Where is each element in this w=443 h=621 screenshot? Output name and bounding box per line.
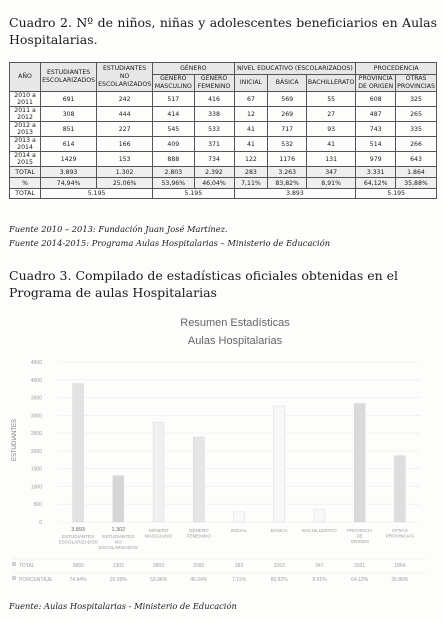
table-cell: 74,94% bbox=[41, 178, 97, 189]
table-cell: 283 bbox=[234, 167, 268, 178]
bar bbox=[193, 437, 204, 522]
summary-chart-svg bbox=[0, 300, 443, 600]
col-header-femenino: GÉNERO FEMENINO bbox=[194, 75, 234, 92]
table-cell: 1.864 bbox=[396, 167, 437, 178]
table-body bbox=[10, 92, 437, 199]
table-cell: 67 bbox=[234, 92, 268, 107]
group-header-procedencia: PROCEDENCIA bbox=[356, 63, 437, 75]
source-note-3: Fuente: Aulas Hospitalarias - Ministerio de Educación bbox=[9, 601, 237, 611]
chart-y-axis-label: ESTUDIANTES bbox=[12, 418, 18, 462]
table-cell: 325 bbox=[396, 92, 437, 107]
table-cell: 8,91% bbox=[306, 178, 355, 189]
table-cell: 614 bbox=[41, 137, 97, 152]
table-cell: 7,11% bbox=[234, 178, 268, 189]
x-category-label: OTRAS PROVINCIAS bbox=[385, 528, 415, 539]
chart-table-cell: 3893 bbox=[72, 563, 84, 569]
table-cell: 414 bbox=[153, 107, 194, 122]
table-cell: 2010 a 2011 bbox=[10, 92, 41, 107]
bar bbox=[314, 510, 325, 522]
table-cell: 371 bbox=[194, 137, 234, 152]
table-cell: 409 bbox=[153, 137, 194, 152]
col-header-basica: BÁSICA bbox=[268, 75, 307, 92]
table-cell: 416 bbox=[194, 92, 234, 107]
chart-table-row-label: PORCENTAJE bbox=[19, 577, 53, 583]
col-header-masculino: GÉNERO MASCULINO bbox=[153, 75, 194, 92]
table-row bbox=[10, 137, 437, 152]
table-cell: 46,04% bbox=[194, 178, 234, 189]
bar bbox=[394, 456, 405, 522]
table-cell: 569 bbox=[268, 92, 307, 107]
source-note-2: Fuente 2014-2015: Programa Aulas Hospitalarias – Ministerio de Educación bbox=[9, 238, 331, 248]
source-note-1: Fuente 2010 – 2013: Fundación Juan José Martínez. bbox=[9, 224, 228, 234]
group-header-genero: GÉNERO bbox=[153, 63, 234, 75]
chart-table-cell: 2803 bbox=[152, 563, 165, 569]
table-cell: 53,96% bbox=[153, 178, 194, 189]
table-cell: 691 bbox=[41, 92, 97, 107]
col-header-no-escolarizados: ESTUDIANTES NO ESCOLARIZADOS bbox=[97, 63, 153, 92]
chart-subtitle: Aulas Hospitalarias bbox=[187, 335, 283, 347]
x-category-label: BACHILLERATO bbox=[302, 528, 337, 533]
table-cell: 1429 bbox=[41, 152, 97, 167]
table-cell: 55 bbox=[306, 92, 355, 107]
group-header-nivel: NIVEL EDUCATIVO (ESCOLARIZADOS) bbox=[234, 63, 356, 75]
chart-table-row-label: TOTAL bbox=[19, 563, 35, 569]
bar-data-label: 1.302 bbox=[111, 527, 126, 533]
table-cell: 851 bbox=[41, 122, 97, 137]
total-row bbox=[10, 167, 437, 178]
table-cell: 41 bbox=[234, 137, 268, 152]
table-cell: 545 bbox=[153, 122, 194, 137]
bar bbox=[73, 384, 84, 522]
x-category-label: INICIAL bbox=[230, 528, 248, 533]
table-cell: 269 bbox=[268, 107, 307, 122]
table-cell: 2012 a 2013 bbox=[10, 122, 41, 137]
grand-total-genero: 5.195 bbox=[153, 189, 234, 199]
table-row bbox=[10, 92, 437, 107]
chart-table-cell: 83.82% bbox=[270, 577, 288, 583]
chart-table-cell: 25.06% bbox=[109, 577, 127, 583]
chart-title: Resumen Estadísticas bbox=[180, 317, 290, 329]
table-cell: 643 bbox=[396, 152, 437, 167]
table-cell: 2.803 bbox=[153, 167, 194, 178]
table-cell: 338 bbox=[194, 107, 234, 122]
table-cell: 517 bbox=[153, 92, 194, 107]
bar bbox=[113, 476, 124, 522]
summary-chart bbox=[0, 300, 443, 600]
table-cell: 93 bbox=[306, 122, 355, 137]
chart-table-cell: 35.88% bbox=[391, 577, 409, 583]
table-cell: 265 bbox=[396, 107, 437, 122]
beneficiaries-table bbox=[9, 62, 437, 199]
table-cell: 131 bbox=[306, 152, 355, 167]
bar-data-label: 3.893 bbox=[71, 527, 85, 533]
chart-table-cell: 1302 bbox=[112, 563, 124, 569]
table-cell: 2013 a 2014 bbox=[10, 137, 41, 152]
table-cell: 734 bbox=[194, 152, 234, 167]
grand-total-nivel: 3.893 bbox=[234, 189, 356, 199]
grand-total-row bbox=[10, 189, 437, 199]
bar bbox=[234, 512, 245, 522]
y-tick-label: 1000 bbox=[30, 484, 42, 491]
y-tick-label: 3500 bbox=[30, 395, 42, 402]
legend-key bbox=[12, 562, 16, 566]
table-cell: 487 bbox=[356, 107, 396, 122]
x-category-label: BÁSICA bbox=[270, 528, 288, 533]
percentage-row bbox=[10, 178, 437, 189]
y-tick-label: 1500 bbox=[30, 466, 42, 473]
x-category-label: PROVINCIA DE ORIGEN bbox=[347, 528, 373, 544]
table-cell: 227 bbox=[97, 122, 153, 137]
table-cell: 83,82% bbox=[268, 178, 307, 189]
table-cell: 2011 a 2012 bbox=[10, 107, 41, 122]
chart-table-cell: 3331 bbox=[354, 563, 366, 569]
table-cell: 888 bbox=[153, 152, 194, 167]
table-cell: 166 bbox=[97, 137, 153, 152]
table-cell: 25,06% bbox=[97, 178, 153, 189]
chart-table-cell: 64.12% bbox=[351, 577, 369, 583]
x-category-label: GÉNERO MASCULINO bbox=[144, 528, 173, 539]
beneficiaries-table-wrap bbox=[9, 62, 437, 199]
col-header-escolarizados: ESTUDIANTES ESCOLARIZADOS bbox=[41, 63, 97, 92]
table-cell: 444 bbox=[97, 107, 153, 122]
chart-table-cell: 347 bbox=[315, 563, 324, 569]
x-category-label: ESTUDIANTES ESCOLARIZADOS bbox=[58, 534, 98, 545]
table-cell: 27 bbox=[306, 107, 355, 122]
table-cell: 347 bbox=[306, 167, 355, 178]
table-cell: 2.392 bbox=[194, 167, 234, 178]
chart-table-cell: 283 bbox=[234, 563, 244, 569]
chart-table-cell: 53.96% bbox=[150, 577, 168, 583]
x-category-label: ESTUDIANTES NO ESCOLARIZADOS bbox=[98, 534, 138, 550]
table-row bbox=[10, 152, 437, 167]
grand-total-esc: 5.195 bbox=[41, 189, 153, 199]
col-header-otras-provincias: OTRAS PROVINCIAS bbox=[397, 75, 435, 90]
table-cell: % bbox=[10, 178, 41, 189]
table-cell: 242 bbox=[97, 92, 153, 107]
table-caption: Cuadro 2. Nº de niños, niñas y adolescentes beneficiarios en Aulas Hospitalarias. bbox=[9, 15, 437, 47]
table-row bbox=[10, 107, 437, 122]
table-row bbox=[10, 122, 437, 137]
y-tick-label: 500 bbox=[33, 502, 42, 509]
table-cell: TOTAL bbox=[10, 167, 41, 178]
table-cell: 12 bbox=[234, 107, 268, 122]
table-cell: 3.893 bbox=[41, 167, 97, 178]
table-cell: 743 bbox=[356, 122, 396, 137]
bar bbox=[274, 406, 285, 522]
table-cell: 3.331 bbox=[356, 167, 396, 178]
y-tick-label: 4500 bbox=[30, 360, 42, 366]
table-cell: 1176 bbox=[268, 152, 307, 167]
grand-total-label: TOTAL bbox=[10, 189, 41, 199]
chart-caption: Cuadro 3. Compilado de estadísticas oficiales obtenidas en el Programa de aulas Hospitalarias bbox=[9, 268, 399, 300]
table-cell: 122 bbox=[234, 152, 268, 167]
chart-table-cell: 3263 bbox=[273, 563, 285, 569]
chart-table-cell: 46.04% bbox=[190, 577, 208, 583]
table-cell: 153 bbox=[97, 152, 153, 167]
x-category-label: GÉNERO FEMENINO bbox=[186, 528, 211, 539]
table-cell: 2014 a 2015 bbox=[10, 152, 41, 167]
table-cell: 717 bbox=[268, 122, 307, 137]
y-tick-label: 4000 bbox=[30, 377, 42, 384]
table-cell: 41 bbox=[306, 137, 355, 152]
table-cell: 979 bbox=[356, 152, 396, 167]
grand-total-procedencia: 5.195 bbox=[356, 189, 437, 199]
chart-table-cell: 1864 bbox=[394, 563, 406, 569]
y-tick-label: 0 bbox=[39, 520, 42, 526]
table-cell: 335 bbox=[396, 122, 437, 137]
table-cell: 1.302 bbox=[97, 167, 153, 178]
chart-table-cell: 8.91% bbox=[312, 577, 327, 583]
col-header-inicial: INICIAL bbox=[234, 75, 268, 92]
col-header-provincia-origen: PROVINCIA DE ORIGEN bbox=[356, 75, 396, 92]
col-header-bachillerato: BACHILLERATO bbox=[306, 75, 355, 92]
y-tick-label: 2000 bbox=[30, 448, 42, 455]
chart-table-cell: 74.94% bbox=[69, 577, 87, 583]
table-cell: 41 bbox=[234, 122, 268, 137]
table-cell: 308 bbox=[41, 107, 97, 122]
chart-table-cell: 7.11% bbox=[232, 577, 246, 583]
y-tick-label: 3000 bbox=[30, 413, 42, 420]
table-cell: 533 bbox=[194, 122, 234, 137]
y-tick-label: 2500 bbox=[30, 431, 42, 438]
table-cell: 35,88% bbox=[396, 178, 437, 189]
table-cell: 608 bbox=[356, 92, 396, 107]
bar bbox=[153, 422, 164, 522]
col-header-year: AÑO bbox=[10, 63, 41, 92]
table-cell: 64,12% bbox=[356, 178, 396, 189]
table-cell: 3.263 bbox=[268, 167, 307, 178]
table-cell: 266 bbox=[396, 137, 437, 152]
chart-table-cell: 2392 bbox=[193, 563, 205, 569]
table-cell: 532 bbox=[268, 137, 307, 152]
legend-key bbox=[12, 576, 16, 580]
bar bbox=[354, 404, 365, 522]
table-cell: 514 bbox=[356, 137, 396, 152]
